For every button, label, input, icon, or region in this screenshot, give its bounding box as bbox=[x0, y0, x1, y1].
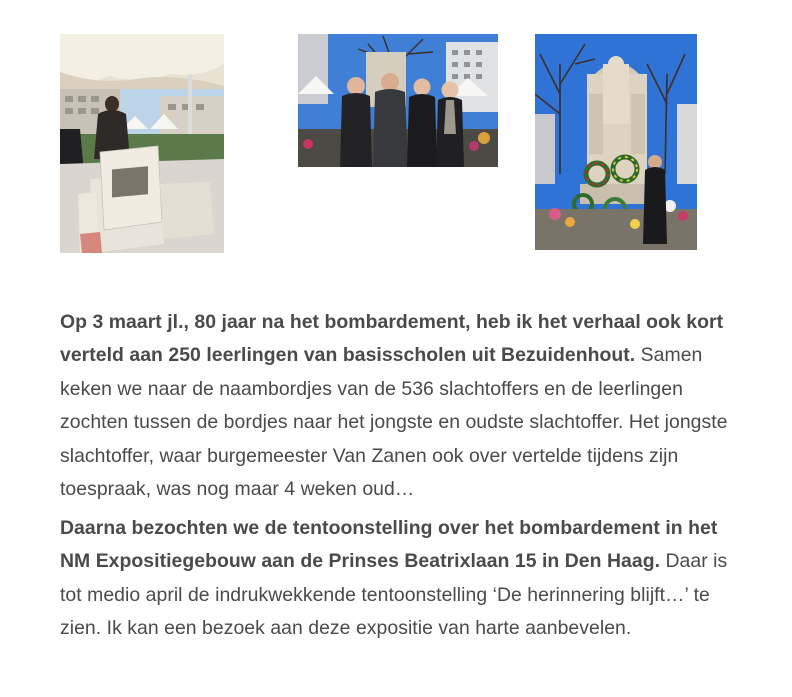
paragraph-1-lead: Op 3 maart jl., 80 jaar na het bombardement, heb ik het verhaal ook kort verteld aan 250 leerlingen van basisscholen uit Bezuidenhout. bbox=[60, 311, 724, 367]
paragraph-2-body: Daar is tot medio april de indrukwekkende tentoonstelling ‘De herinnering blijft…’ te zien. Ik kan een bezoek aan deze expositie van harte aanbevelen. bbox=[60, 550, 728, 640]
paragraph-2-lead: Daarna bezochten we de tentoonstelling over het bombardement in het NM Expositiegebouw aan de Prinses Beatrixlaan 15 in Den Haag. bbox=[60, 517, 718, 573]
group-photo[interactable] bbox=[298, 34, 498, 167]
article-body bbox=[60, 306, 740, 640]
paragraph-1 bbox=[60, 306, 740, 506]
monument-photo[interactable] bbox=[535, 34, 697, 250]
book-photo-image bbox=[60, 34, 224, 253]
book-table-photo[interactable] bbox=[60, 34, 224, 253]
paragraph-2 bbox=[60, 512, 740, 646]
monument-photo-image bbox=[535, 34, 697, 250]
group-photo-image bbox=[298, 34, 498, 167]
paragraph-1-body: Samen keken we naar de naambordjes van de 536 slachtoffers en de leerlingen zochten tussen de bordjes naar het jongste en oudste slachtoffer. Het jongste slachtoffer, waar burgemeester Van Zanen ook over vertelde tijdens zijn toespraak, was nog maar 4 weken oud… bbox=[60, 344, 728, 501]
